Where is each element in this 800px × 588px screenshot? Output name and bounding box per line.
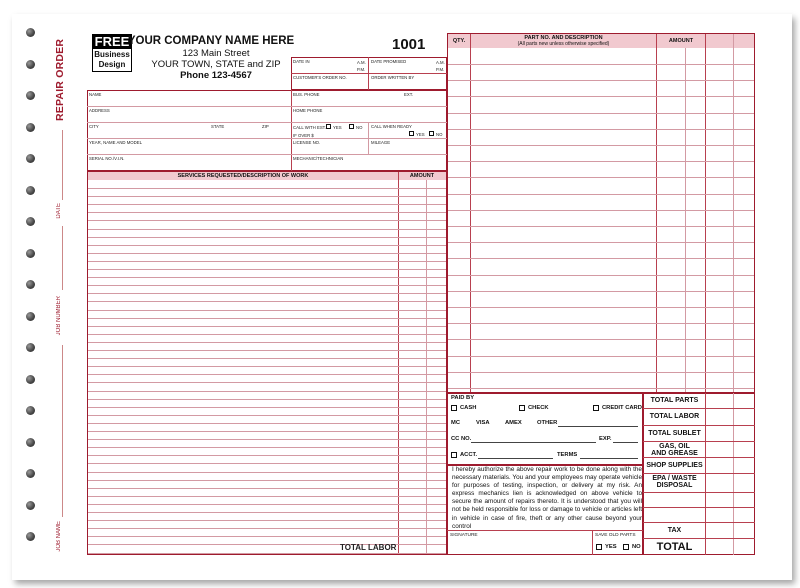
service-row bbox=[88, 423, 446, 424]
gas-oil-label: GAS, OIL bbox=[659, 443, 690, 450]
mc-label: MC bbox=[451, 420, 461, 426]
binder-hole bbox=[26, 217, 35, 226]
check-label: CHECK bbox=[528, 405, 549, 411]
credit-card-checkbox[interactable] bbox=[593, 405, 599, 411]
spine-title: REPAIR ORDER bbox=[54, 38, 66, 122]
divider bbox=[733, 393, 734, 555]
save-parts-yes-label: YES bbox=[605, 544, 617, 550]
service-row bbox=[88, 196, 446, 197]
authorization-text: I hereby authorize the above repair work to be done along with the necessary materials. You and your employees may operate vehicle for purposes of testing, inspection, or delivery at my risk. An express mechanics lien is acknowledged on above vehicle to secure the amount of repairs thereto. It is understood that you will not be held responsible for loss or damage to vehicle or articles left in vehicle in case of fire, theft or any other cause beyond your control bbox=[452, 466, 642, 530]
no-label: NO bbox=[356, 125, 363, 130]
service-row bbox=[88, 301, 446, 302]
cash-checkbox[interactable] bbox=[451, 405, 457, 411]
visa-label: VISA bbox=[476, 420, 490, 426]
service-row bbox=[88, 382, 446, 383]
parts-row bbox=[448, 323, 754, 324]
parts-row bbox=[448, 96, 754, 97]
am-label: A.M. bbox=[357, 60, 366, 65]
binder-hole bbox=[26, 280, 35, 289]
divider bbox=[656, 34, 657, 392]
company-street: 123 Main Street bbox=[182, 48, 250, 59]
order-written-by-label: ORDER WRITTEN BY bbox=[371, 75, 415, 80]
divider bbox=[447, 530, 643, 531]
parts-row bbox=[448, 388, 754, 389]
company-phone: Phone 123-4567 bbox=[180, 70, 252, 81]
total-parts-label: TOTAL PARTS bbox=[650, 397, 699, 404]
divider bbox=[87, 138, 447, 139]
parts-desc-subheader: (All parts new unless otherwise specified) bbox=[517, 41, 610, 47]
name-label: NAME bbox=[89, 92, 102, 97]
service-row bbox=[88, 496, 446, 497]
divider bbox=[592, 530, 593, 555]
parts-row bbox=[448, 194, 754, 195]
divider bbox=[87, 106, 447, 107]
logo-business: Business bbox=[94, 50, 130, 59]
divider bbox=[478, 458, 553, 459]
shop-supplies-label: SHOP SUPPLIES bbox=[646, 462, 703, 469]
divider bbox=[368, 122, 369, 154]
spine-date-label: DATE bbox=[56, 203, 62, 219]
service-row bbox=[88, 253, 446, 254]
divider bbox=[87, 122, 447, 123]
yes-label: YES bbox=[416, 132, 425, 137]
save-old-parts-label: SAVE OLD PARTS bbox=[595, 533, 636, 538]
tax-label: TAX bbox=[667, 527, 682, 534]
totals-row bbox=[643, 408, 755, 409]
call-est-no-checkbox[interactable] bbox=[349, 124, 354, 129]
binder-hole bbox=[26, 469, 35, 478]
parts-qty-header: QTY. bbox=[452, 38, 466, 44]
binder-hole bbox=[26, 312, 35, 321]
binder-hole bbox=[26, 154, 35, 163]
binder-hole bbox=[26, 28, 35, 37]
parts-row bbox=[448, 242, 754, 243]
totals-row bbox=[643, 425, 755, 426]
check-checkbox[interactable] bbox=[519, 405, 525, 411]
date-promised-label: DATE PROMISED bbox=[371, 59, 407, 64]
parts-row bbox=[448, 356, 754, 357]
ready-yes-checkbox[interactable] bbox=[409, 131, 414, 136]
logo-design: Design bbox=[98, 60, 126, 69]
cash-label: CASH bbox=[460, 405, 477, 411]
service-row bbox=[88, 463, 446, 464]
pm-label: P.M. bbox=[357, 67, 366, 72]
pm-label: P.M. bbox=[436, 67, 445, 72]
totals-row bbox=[643, 507, 755, 508]
service-row bbox=[88, 237, 446, 238]
service-row bbox=[88, 439, 446, 440]
divider bbox=[705, 393, 706, 555]
signature-label: SIGNATURE bbox=[450, 533, 478, 538]
customers-order-label: CUSTOMER'S ORDER NO. bbox=[293, 75, 347, 80]
service-row bbox=[88, 415, 446, 416]
bus-phone-label: BUS. PHONE bbox=[293, 92, 320, 97]
service-row bbox=[88, 366, 446, 367]
service-row bbox=[88, 399, 446, 400]
call-when-ready-label: CALL WHEN READY bbox=[371, 124, 412, 129]
service-row bbox=[88, 188, 446, 189]
save-parts-no-checkbox[interactable] bbox=[623, 544, 629, 550]
exp-label: EXP. bbox=[599, 436, 612, 442]
mechanic-label: MECHANIC/TECHNICIAN bbox=[293, 156, 344, 161]
home-phone-label: HOME PHONE bbox=[293, 108, 323, 113]
year-name-model-label: YEAR, NAME AND MODEL bbox=[89, 140, 143, 145]
service-row bbox=[88, 310, 446, 311]
binder-hole bbox=[26, 438, 35, 447]
total-labor-label: TOTAL LABOR bbox=[649, 413, 700, 420]
acct-checkbox[interactable] bbox=[451, 452, 457, 458]
company-city: YOUR TOWN, STATE and ZIP bbox=[151, 59, 281, 70]
totals-row bbox=[643, 473, 755, 474]
parts-row bbox=[448, 145, 754, 146]
divider bbox=[87, 154, 447, 155]
save-parts-no-label: NO bbox=[632, 544, 641, 550]
binder-hole bbox=[26, 501, 35, 510]
binder-hole bbox=[26, 186, 35, 195]
divider bbox=[613, 442, 638, 443]
service-row bbox=[88, 285, 446, 286]
binder-hole bbox=[26, 343, 35, 352]
company-name: YOUR COMPANY NAME HERE bbox=[127, 35, 295, 47]
ext-label: EXT. bbox=[404, 92, 414, 97]
spine-rule bbox=[62, 345, 63, 517]
parts-row bbox=[448, 210, 754, 211]
parts-row bbox=[448, 339, 754, 340]
divider bbox=[685, 48, 686, 392]
divider bbox=[291, 90, 292, 171]
service-row bbox=[88, 326, 446, 327]
service-row bbox=[88, 204, 446, 205]
paid-by-label: PAID BY bbox=[451, 395, 475, 401]
service-row bbox=[88, 455, 446, 456]
service-row bbox=[88, 220, 446, 221]
service-row bbox=[88, 374, 446, 375]
city-label: CITY bbox=[89, 124, 99, 129]
parts-row bbox=[448, 177, 754, 178]
divider bbox=[470, 34, 471, 392]
service-row bbox=[88, 342, 446, 343]
divider bbox=[733, 34, 734, 392]
and-grease-label: AND GREASE bbox=[651, 450, 698, 457]
binder-hole bbox=[26, 375, 35, 384]
epa-label: EPA / WASTE bbox=[652, 475, 697, 482]
service-row bbox=[88, 504, 446, 505]
terms-label: TERMS bbox=[557, 452, 578, 458]
binder-hole bbox=[26, 123, 35, 132]
service-row bbox=[88, 318, 446, 319]
spine-job-name-label: JOB NAME bbox=[56, 521, 62, 552]
parts-amount-header: AMOUNT bbox=[668, 38, 694, 44]
cc-no-label: CC NO. bbox=[451, 436, 472, 442]
totals-row bbox=[643, 538, 755, 539]
amex-label: AMEX bbox=[505, 420, 522, 426]
spine-rule bbox=[62, 226, 63, 290]
service-row bbox=[88, 512, 446, 513]
service-row bbox=[88, 245, 446, 246]
service-row bbox=[88, 277, 446, 278]
mileage-label: MILEAGE bbox=[371, 140, 391, 145]
parts-row bbox=[448, 307, 754, 308]
service-row bbox=[88, 261, 446, 262]
disposal-label: DISPOSAL bbox=[656, 482, 693, 489]
service-row bbox=[88, 350, 446, 351]
credit-card-label: CREDIT CARD bbox=[602, 405, 642, 411]
divider bbox=[291, 73, 447, 74]
acct-label: ACCT. bbox=[460, 452, 478, 458]
spine-rule bbox=[62, 130, 63, 200]
yes-label: YES bbox=[333, 125, 342, 130]
divider bbox=[580, 458, 638, 459]
parts-row bbox=[448, 129, 754, 130]
am-label: A.M. bbox=[436, 60, 445, 65]
call-est-yes-checkbox[interactable] bbox=[326, 124, 331, 129]
call-with-est-label: CALL WITH EST. bbox=[293, 125, 327, 130]
service-row bbox=[88, 358, 446, 359]
divider bbox=[558, 426, 638, 427]
logo-free: FREE bbox=[94, 34, 130, 49]
binder-hole bbox=[26, 406, 35, 415]
order-number: 1001 bbox=[392, 36, 426, 53]
service-row bbox=[88, 520, 446, 521]
if-over-label: IF OVER $ bbox=[293, 133, 314, 138]
service-row bbox=[88, 391, 446, 392]
service-row bbox=[88, 293, 446, 294]
totals-row bbox=[643, 441, 755, 442]
parts-row bbox=[448, 372, 754, 373]
services-header: SERVICES REQUESTED/DESCRIPTION OF WORK bbox=[177, 173, 309, 179]
service-row bbox=[88, 480, 446, 481]
divider bbox=[471, 442, 596, 443]
service-row bbox=[88, 407, 446, 408]
services-total-labor: TOTAL LABOR bbox=[340, 543, 397, 552]
spine-job-number-label: JOB NUMBER bbox=[56, 296, 62, 336]
parts-row bbox=[448, 80, 754, 81]
binder-hole bbox=[26, 249, 35, 258]
total-sublet-label: TOTAL SUBLET bbox=[648, 430, 701, 437]
zip-label: ZIP bbox=[262, 124, 269, 129]
service-row bbox=[88, 431, 446, 432]
totals-row bbox=[643, 522, 755, 523]
grand-total-label: TOTAL bbox=[656, 541, 693, 553]
save-parts-yes-checkbox[interactable] bbox=[596, 544, 602, 550]
service-row bbox=[88, 488, 446, 489]
customer-info-grid bbox=[87, 90, 447, 171]
address-label: ADDRESS bbox=[89, 108, 110, 113]
binder-hole bbox=[26, 91, 35, 100]
service-row bbox=[88, 212, 446, 213]
parts-row bbox=[448, 161, 754, 162]
state-label: STATE bbox=[211, 124, 225, 129]
company-block bbox=[127, 35, 296, 81]
service-row bbox=[88, 553, 446, 554]
totals-row bbox=[643, 492, 755, 493]
services-amount-header: AMOUNT bbox=[409, 173, 435, 179]
binder-hole bbox=[26, 532, 35, 541]
parts-row bbox=[448, 258, 754, 259]
date-in-label: DATE IN bbox=[293, 59, 310, 64]
parts-row bbox=[448, 275, 754, 276]
ready-no-checkbox[interactable] bbox=[429, 131, 434, 136]
parts-row bbox=[448, 64, 754, 65]
parts-row bbox=[448, 291, 754, 292]
service-row bbox=[88, 447, 446, 448]
parts-row bbox=[448, 113, 754, 114]
divider bbox=[705, 34, 706, 392]
service-row bbox=[88, 528, 446, 529]
no-label: NO bbox=[436, 132, 443, 137]
serial-no-label: SERIAL NO./V.I.N. bbox=[89, 156, 125, 161]
service-row bbox=[88, 536, 446, 537]
binder-hole bbox=[26, 60, 35, 69]
service-row bbox=[88, 472, 446, 473]
parts-desc-header: PART NO. AND DESCRIPTION bbox=[524, 35, 603, 41]
other-label: OTHER bbox=[537, 420, 558, 426]
parts-row bbox=[448, 226, 754, 227]
license-no-label: LICENSE NO. bbox=[293, 140, 321, 145]
service-row bbox=[88, 229, 446, 230]
service-row bbox=[88, 334, 446, 335]
service-row bbox=[88, 269, 446, 270]
